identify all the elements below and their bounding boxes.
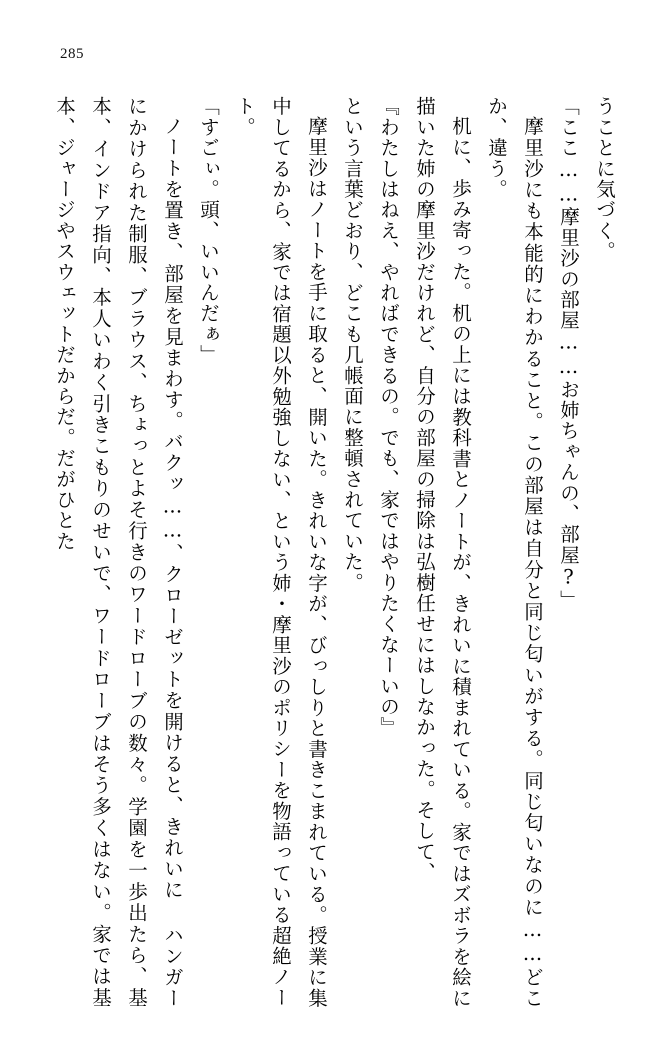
paragraph: ノートを置き、部屋を見まわす。バクッ……、クローゼットを開けると、きれいに ハンガーにかけられた制服、ブラウス、ちょっとよそ行きのワードローブの数々。学園を一歩出たら、基本、インドア指向、本人いわく引きこもりのせいで、ワードローブはそう多くはない。家では基本、ジャージやスウェットだからだ。だがひとた: [53, 96, 184, 1008]
paragraph: という言葉どおり、どこも几帳面に整頓されていた。: [341, 96, 364, 593]
paragraph: 摩里沙はノートを手に取ると、開いた。きれいな字が、びっしりと書きこまれている。授業に集中してるから、家では宿題以外勉強しない、という姉・摩里沙のポリシーを物語っている超絶ノート。: [233, 96, 328, 1008]
paragraph: 『わたしはねえ、やればできるの。でも、家ではやりたくなーいの』: [377, 96, 400, 738]
paragraph: 「すごぃ。頭、いいんだぁ」: [197, 96, 220, 366]
page-body-text: [46, 96, 622, 1008]
paragraph: 「ここ……摩里沙の部屋……お姉ちゃんの、部屋?」: [557, 96, 580, 611]
paragraph: うことに気づく。: [593, 96, 616, 262]
paragraph: 机に、歩み寄った。机の上には教科書とノートが、きれいに積まれている。家ではズボラを絵に描いた姉の摩里沙だけれど、自分の部屋の掃除は弘樹任せにはしなかった。そして、: [413, 96, 472, 1008]
page-number: 285: [60, 46, 84, 62]
paragraph: 摩里沙にも本能的にわかること。この部屋は自分と同じ匂いがする。同じ匂いなのに……どこか、違う。: [485, 96, 544, 1008]
